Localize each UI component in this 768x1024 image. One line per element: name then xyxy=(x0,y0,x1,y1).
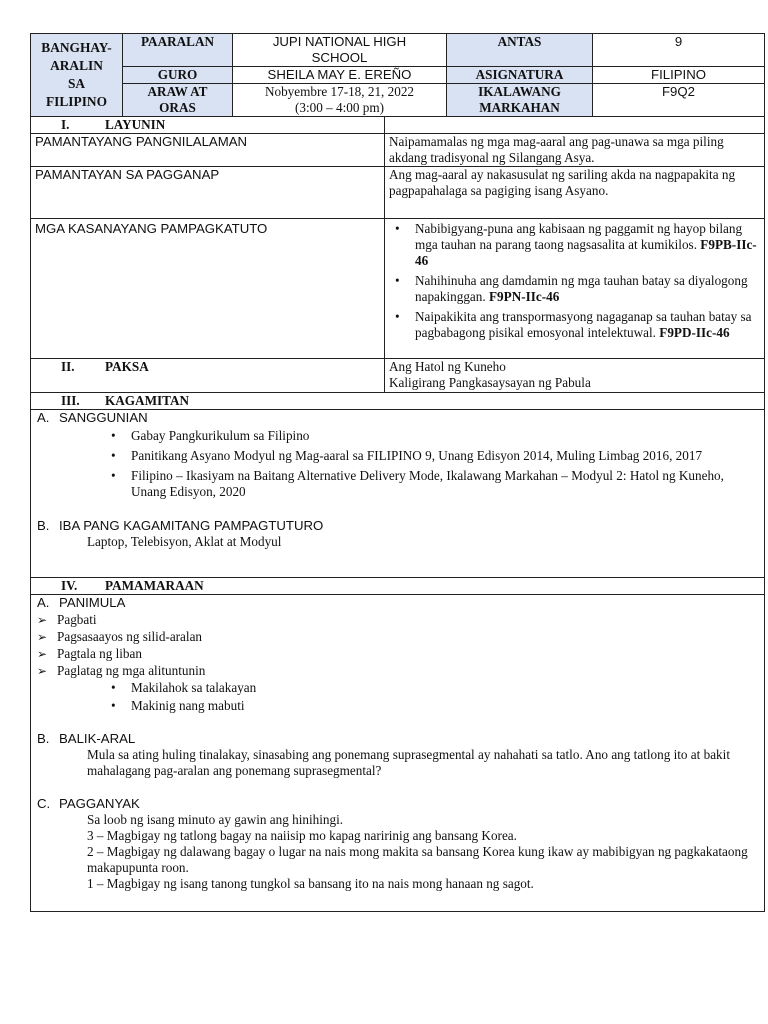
balik-aral-text: Mula sa ating huling tinalakay, sinasabing ang ponemang suprasegmental ay nahahati sa tatlo. Ano ang tatlong ito at bakit mahalagang pag-aralan ang ponemang suprasegmental? xyxy=(87,747,730,778)
pagganyak-text xyxy=(31,812,764,892)
pagganyak-line: 1 – Magbigay ng isang tanong tungkol sa bansang ito na nais mong hanaan ng sagot. xyxy=(87,876,534,891)
panimula-list xyxy=(31,612,764,679)
araw-oras-value: Nobyembre 17-18, 21, 2022 (3:00 – 4:00 pm) xyxy=(233,84,447,117)
section-paksa-heading: II. PAKSA xyxy=(31,359,385,393)
list-item: • Gabay Pangkurikulum sa Filipino xyxy=(131,428,744,444)
list-item: ➢ Paglatag ng mga alituntunin xyxy=(31,663,764,679)
pagganyak-line: 3 – Magbigay ng tatlong bagay na naiisip mo kapag naririnig ang bansang Korea. xyxy=(87,828,517,843)
kasanayan-list xyxy=(385,219,765,359)
sanggunian-heading: A. SANGGUNIAN xyxy=(37,410,148,425)
pamantayang-pangnilalaman-value: Naipamamalas ng mga mag-aaral ang pag-unawa sa mga piling akdang tradisyonal ng Silangang Asya. xyxy=(385,134,765,167)
balik-aral-heading: B. BALIK-ARAL xyxy=(37,731,136,746)
araw-oras-label: ARAW AT ORAS xyxy=(123,84,233,117)
section-layunin-heading: I. LAYUNIN xyxy=(31,117,385,134)
asignatura-value: FILIPINO xyxy=(593,67,765,84)
markahan-label: IKALAWANG MARKAHAN xyxy=(447,84,593,117)
paaralan-label: PAARALAN xyxy=(123,34,233,67)
pamantayan-sa-pagganap-label: PAMANTAYAN SA PAGGANAP xyxy=(31,167,385,219)
guro-value: SHEILA MAY E. EREÑO xyxy=(233,67,447,84)
list-item: • Filipino – Ikasiyam na Baitang Alternative Delivery Mode, Ikalawang Markahan – Modyul 2: Hatol ng Kuneho, Unang Edisyon, 2020 xyxy=(131,468,744,500)
list-item: • Makilahok sa talakayan xyxy=(131,680,764,696)
section-pamamaraan-heading: IV. PAMAMARAAN xyxy=(31,578,765,595)
paksa-value: Ang Hatol ng Kuneho Kaligirang Pangkasaysayan ng Pabula xyxy=(385,359,765,393)
pagganyak-heading: C. PAGGANYAK xyxy=(37,796,140,811)
pamamaraan-content xyxy=(31,595,765,912)
antas-label: ANTAS xyxy=(447,34,593,67)
paaralan-value: JUPI NATIONAL HIGH SCHOOL xyxy=(233,34,447,67)
pamantayang-pangnilalaman-label: PAMANTAYANG PANGNILALAMAN xyxy=(31,134,385,167)
kagamitan-content xyxy=(31,410,765,578)
iba-pang-kagamitan-value: Laptop, Telebisyon, Aklat at Modyul xyxy=(87,534,282,549)
list-item: ➢ Pagbati xyxy=(31,612,764,628)
iba-pang-kagamitan-heading: B. IBA PANG KAGAMITANG PAMPAGTUTURO xyxy=(37,518,324,533)
markahan-value: F9Q2 xyxy=(593,84,765,117)
lesson-plan-document xyxy=(30,33,764,912)
list-item: ➢ Pagsasaayos ng silid-aralan xyxy=(31,629,764,645)
list-item: • Nahihinuha ang damdamin ng mga tauhan batay sa diyalogong napakinggan. F9PN-IIc-46 xyxy=(415,273,760,305)
panimula-heading: A. PANIMULA xyxy=(37,595,126,610)
list-item: • Makinig nang mabuti xyxy=(131,698,764,714)
asignatura-label: ASIGNATURA xyxy=(447,67,593,84)
alituntunin-list xyxy=(31,680,764,714)
list-item: • Naipakikita ang transpormasyong nagaganap sa tauhan batay sa pagbabagong pisikal emosyonal intelektuwal. F9PD-IIc-46 xyxy=(415,309,760,341)
kasanayan-label: MGA KASANAYANG PAMPAGKATUTO xyxy=(31,219,385,359)
header-table xyxy=(30,33,765,117)
antas-value: 9 xyxy=(593,34,765,67)
pagganyak-line: Sa loob ng isang minuto ay gawin ang hinihingi. xyxy=(87,812,344,827)
document-title: BANGHAY- ARALIN SA FILIPINO xyxy=(31,34,123,117)
list-item: • Panitikang Asyano Modyul ng Mag-aaral sa FILIPINO 9, Unang Edisyon 2014, Muling Limbag 2016, 2017 xyxy=(131,448,744,464)
body-table xyxy=(30,116,765,912)
guro-label: GURO xyxy=(123,67,233,84)
pamantayan-sa-pagganap-value: Ang mag-aaral ay nakasusulat ng sariling akda na nagpapakita ng pagpapahalaga sa pagiging isang Asyano. xyxy=(385,167,765,219)
list-item: ➢ Pagtala ng liban xyxy=(31,646,764,662)
pagganyak-line: 2 – Magbigay ng dalawang bagay o lugar na nais mong makita sa bansang Korea kung ikaw ay mabibigyan ng pagkakataong makapupunta roon. xyxy=(87,844,748,875)
section-kagamitan-heading: III. KAGAMITAN xyxy=(31,393,765,410)
list-item: • Nabibigyang-puna ang kabisaan ng paggamit ng hayop bilang mga tauhan na parang taong nagsasalita at kumikilos. F9PB-IIc-46 xyxy=(415,221,760,269)
